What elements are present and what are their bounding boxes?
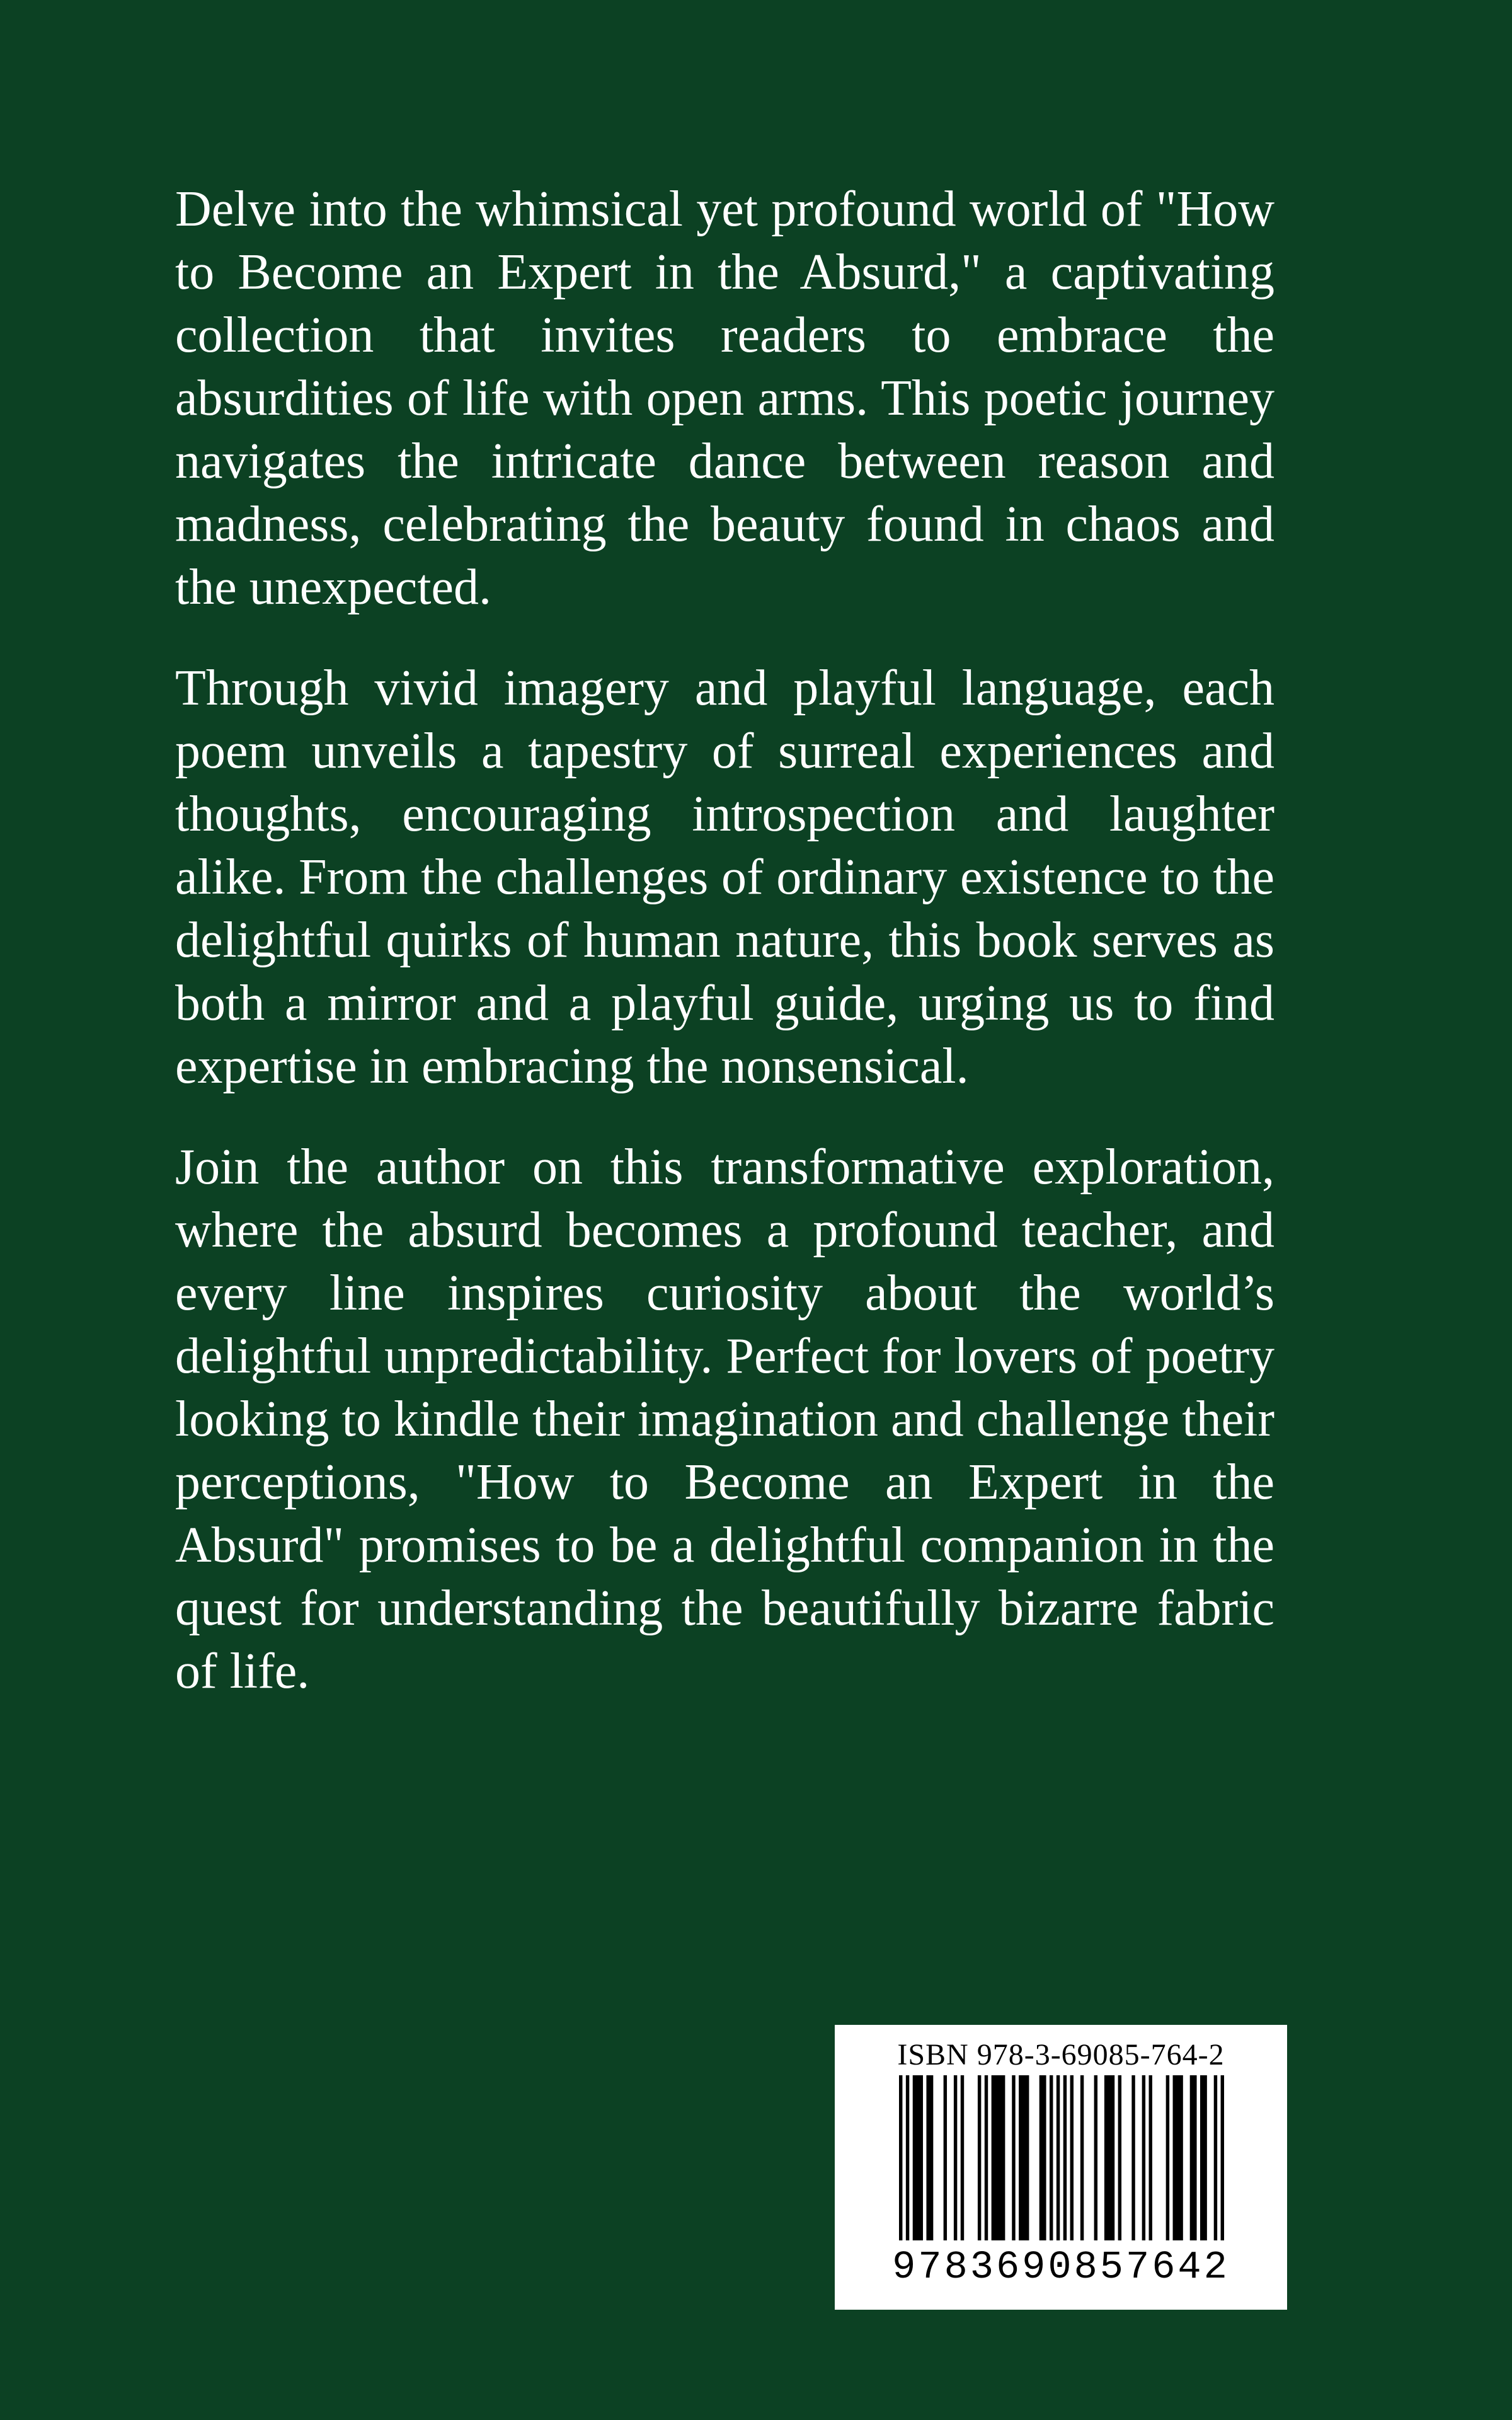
- barcode-bar: [1221, 2075, 1224, 2240]
- barcode-bar: [926, 2075, 933, 2240]
- blurb-paragraph-3: Join the author on this transformative exploration, where the absurd becomes a profound teacher, and every line inspires curiosity about the world’s delightful unpredictability. Perfect for lovers of poetry looking to kindle their imagination and challenge their perceptions, "How to Become an Expert in the Absurd" promises to be a delightful companion in the quest for understanding the beautifully bizarre fabric of life.: [175, 1139, 1274, 1699]
- isbn-digits: 9783690857642: [892, 2245, 1230, 2290]
- barcode-bar: [944, 2075, 947, 2240]
- barcode-bar: [985, 2075, 988, 2240]
- barcode-bar: [992, 2075, 1005, 2240]
- barcode-bar: [1149, 2075, 1152, 2240]
- barcode-bar: [1012, 2075, 1015, 2240]
- barcode-bar: [1019, 2075, 1029, 2240]
- blurb-text: [175, 178, 1274, 1741]
- barcode-bar: [1063, 2075, 1067, 2240]
- barcode-bar: [1173, 2075, 1183, 2240]
- isbn-barcode: [835, 2025, 1287, 2310]
- barcode-bar: [1040, 2075, 1046, 2240]
- barcode-bar: [961, 2075, 964, 2240]
- barcode-bar: [1080, 2075, 1084, 2240]
- barcode-bar: [1131, 2075, 1135, 2240]
- isbn-label: ISBN 978-3-69085-764-2: [897, 2038, 1225, 2071]
- barcode-bar: [978, 2075, 981, 2240]
- barcode-bar: [1118, 2075, 1121, 2240]
- barcode-bars: [899, 2075, 1224, 2240]
- barcode-bar: [1057, 2075, 1060, 2240]
- barcode-bar: [1190, 2075, 1197, 2240]
- blurb-paragraph-2: Through vivid imagery and playful language, each poem unveils a tapestry of surreal experiences and thoughts, encouraging introspection and laughter alike. From the challenges of ordinary existence to the delightful quirks of human nature, this book serves as both a mirror and a playful guide, urging us to find expertise in embracing the nonsensical.: [175, 660, 1274, 1094]
- barcode-bar: [1104, 2075, 1114, 2240]
- barcode-bar: [1050, 2075, 1053, 2240]
- barcode-bar: [906, 2075, 909, 2240]
- barcode-bar: [1200, 2075, 1207, 2240]
- barcode-bar: [1166, 2075, 1169, 2240]
- barcode-bar: [954, 2075, 957, 2240]
- barcode-bar: [1142, 2075, 1145, 2240]
- barcode-icon: [899, 2075, 1224, 2240]
- barcode-bar: [913, 2075, 923, 2240]
- barcode-bar: [1070, 2075, 1074, 2240]
- barcode-bar: [1094, 2075, 1097, 2240]
- barcode-bar: [1214, 2075, 1217, 2240]
- blurb-paragraph-1: Delve into the whimsical yet profound world of "How to Become an Expert in the Absurd," a captivating collection that invites readers to embrace the absurdities of life with open arms. This poetic journey navigates the intricate dance between reason and madness, celebrating the beauty found in chaos and the unexpected.: [175, 182, 1274, 615]
- barcode-bar: [899, 2075, 902, 2240]
